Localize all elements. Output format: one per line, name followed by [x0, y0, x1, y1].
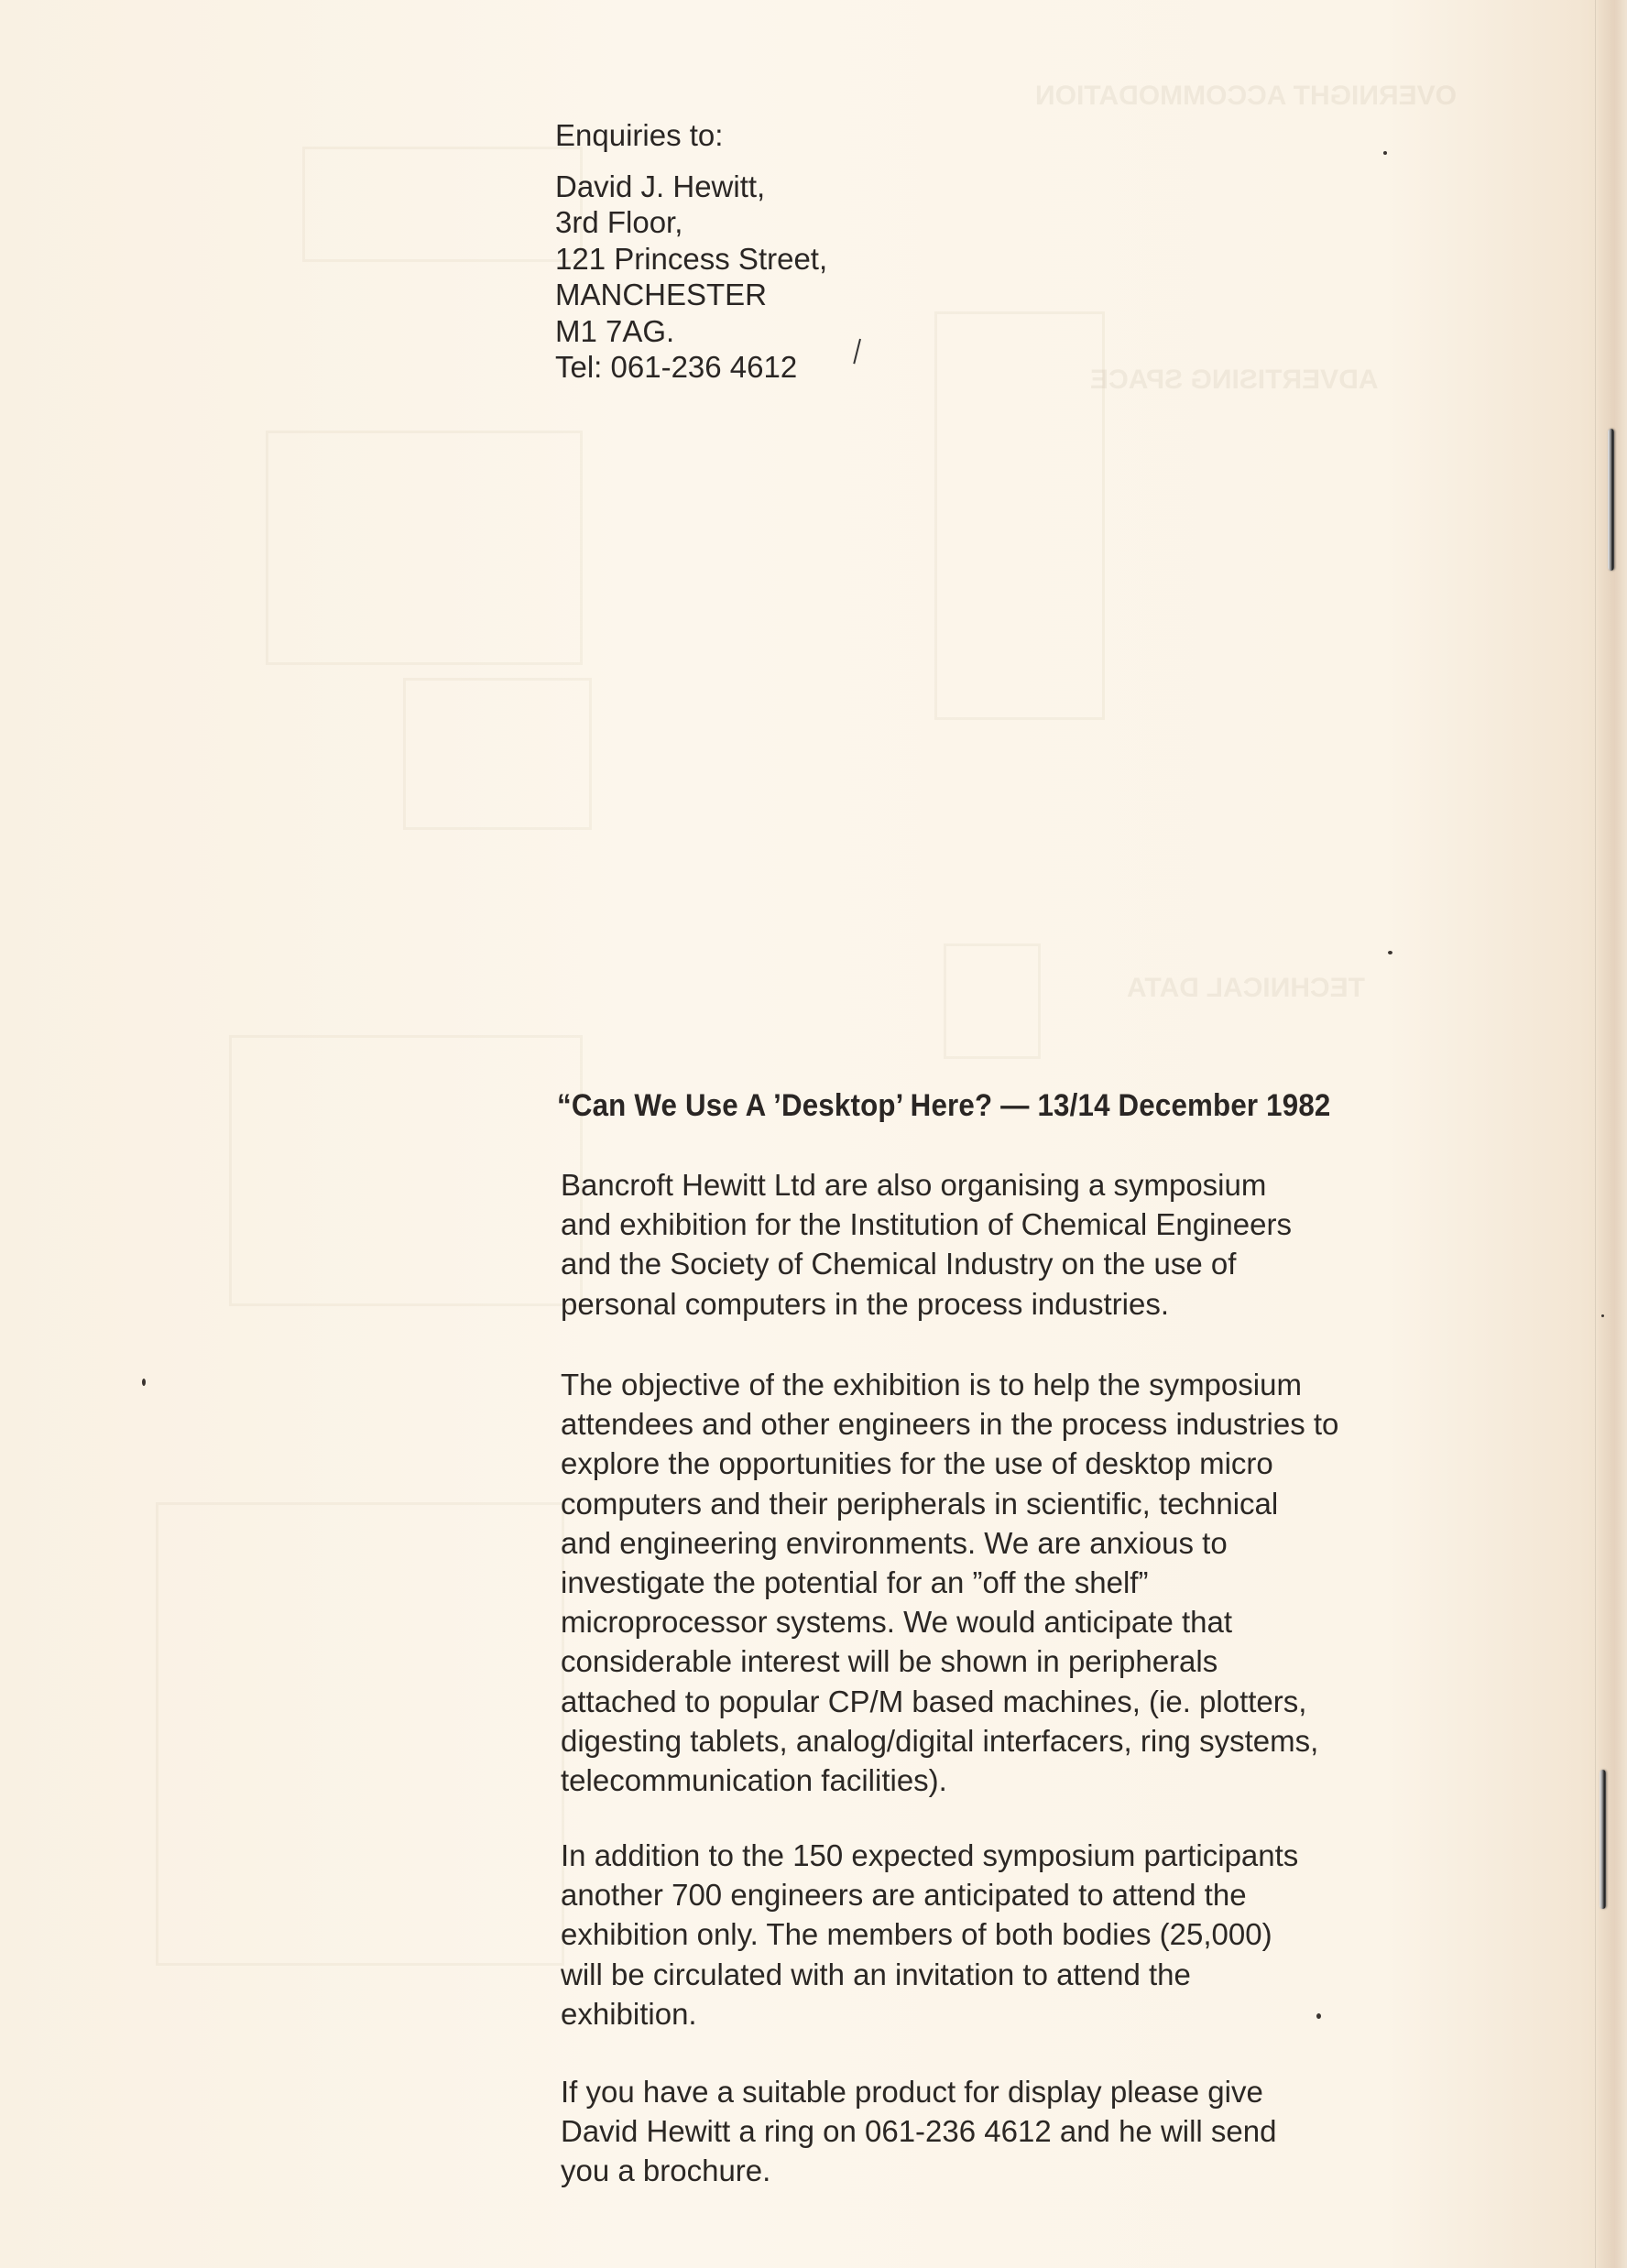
speck: [1383, 151, 1387, 155]
text-line: and engineering environments. We are anxious to: [561, 1525, 1228, 1560]
text-line: another 700 engineers are anticipated to attend the: [561, 1878, 1247, 1913]
staple-top: [1608, 429, 1614, 571]
text-line: telecommunication facilities).: [561, 1763, 947, 1798]
text-line: If you have a suitable product for display please give: [561, 2075, 1263, 2109]
text-line: attached to popular CP/M based machines, (ie. plotters,: [561, 1684, 1307, 1718]
staple-bottom: [1600, 1770, 1606, 1909]
text-line: The objective of the exhibition is to help the symposium: [561, 1368, 1302, 1401]
speck: [1601, 1314, 1604, 1317]
address-line: M1 7AG.: [555, 313, 675, 348]
show-through-text: OVERNIGHT ACCOMMODATION: [1035, 81, 1457, 111]
text-line: and the Society of Chemical Industry on the use of: [561, 1247, 1237, 1281]
address-line: MANCHESTER: [555, 278, 768, 311]
text-line: Bancroft Hewitt Ltd are also organising a symposium: [561, 1168, 1267, 1202]
show-through-box: [944, 943, 1041, 1059]
paragraph-intro: [561, 1165, 1477, 1324]
show-through-box: [266, 431, 583, 665]
binding-edge: [1595, 0, 1627, 2268]
text-line: personal computers in the process industries.: [561, 1286, 1169, 1321]
paragraph-call-to-action: [561, 2072, 1477, 2191]
show-through-text: ADVERTISING SPACE: [1090, 365, 1379, 395]
show-through-text: TECHNICAL DATA: [1127, 973, 1365, 1003]
show-through-box: [229, 1035, 583, 1306]
show-through-box: [156, 1502, 564, 1966]
show-through-box: [302, 147, 583, 262]
contact-name: David J. Hewitt,: [555, 169, 766, 203]
paragraph-attendance: [561, 1836, 1477, 2034]
text-line: David Hewitt a ring on 061-236 4612 and he will send: [561, 2114, 1277, 2149]
show-through-box: [403, 678, 592, 830]
text-line: considerable interest will be shown in peripherals: [561, 1644, 1218, 1679]
address-line: 121 Princess Street,: [555, 241, 828, 276]
paragraph-objective: [561, 1365, 1477, 1800]
text-line: attendees and other engineers in the process industries to: [561, 1407, 1339, 1442]
text-line: will be circulated with an invitation to attend the: [561, 1957, 1191, 1991]
text-line: exhibition only. The members of both bodies (25,000): [561, 1917, 1272, 1952]
address-line: 3rd Floor,: [555, 205, 683, 239]
text-line: digesting tablets, analog/digital interfacers, ring systems,: [561, 1723, 1319, 1758]
text-line: you a brochure.: [561, 2154, 771, 2188]
enquiries-label: Enquiries to:: [555, 118, 724, 152]
show-through-box: [934, 311, 1105, 720]
text-line: microprocessor systems. We would anticipate that: [561, 1605, 1233, 1640]
text-line: In addition to the 150 expected symposium participants: [561, 1838, 1299, 1872]
text-line: exhibition.: [561, 1996, 697, 2031]
telephone: Tel: 061-236 4612: [555, 350, 798, 384]
text-line: investigate the potential for an ”off the shelf”: [561, 1565, 1149, 1600]
speck: [1388, 951, 1392, 954]
text-line: and exhibition for the Institution of Chemical Engineers: [561, 1207, 1292, 1242]
text-line: explore the opportunities for the use of desktop micro: [561, 1446, 1273, 1481]
speck: [142, 1379, 146, 1386]
enquiries-block: [555, 117, 827, 386]
event-heading: “Can We Use A ’Desktop’ Here? — 13/14 December 1982: [557, 1088, 1331, 1123]
text-line: computers and their peripherals in scientific, technical: [561, 1486, 1279, 1521]
pen-mark: [853, 339, 861, 365]
